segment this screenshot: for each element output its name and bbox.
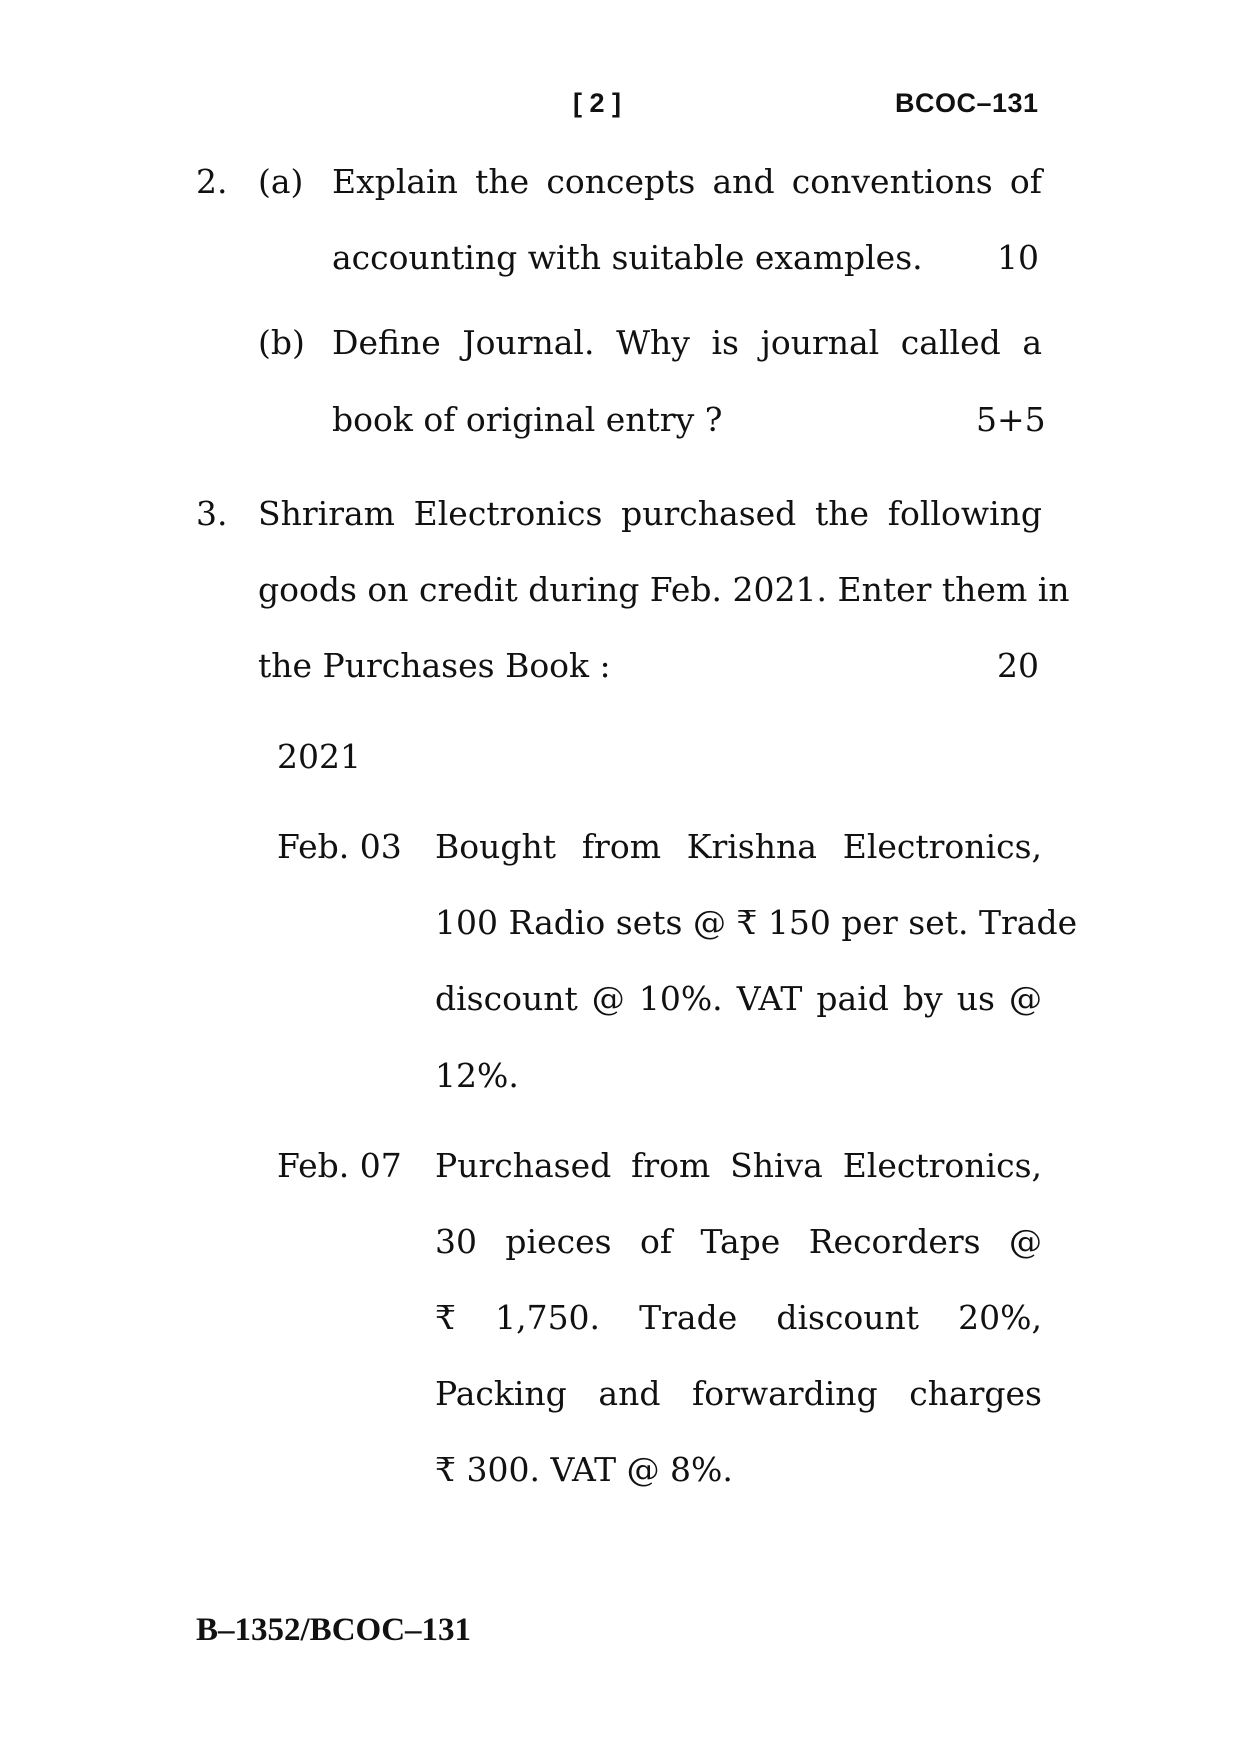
question-2b-label: (b) [258, 323, 305, 362]
question-2a-marks: 10 [997, 238, 1039, 277]
question-3-line-1: Shriram Electronics purchased the following [258, 494, 1042, 533]
entry-2-date: Feb. 07 [277, 1146, 402, 1185]
question-2b-line-1: Define Journal. Why is journal called a [332, 323, 1042, 362]
question-3-line-3: the Purchases Book : [258, 646, 611, 685]
course-code: BCOC–131 [895, 88, 1039, 118]
entry-1-line-3: discount @ 10%. VAT paid by us @ [435, 979, 1042, 1018]
question-3-number: 3. [196, 494, 228, 533]
footer-code: B–1352/BCOC–131 [196, 1612, 472, 1648]
entry-1-line-2: 100 Radio sets @ ₹ 150 per set. Trade [435, 903, 1078, 942]
question-2b-line-2: book of original entry ? [332, 400, 723, 439]
question-2a-line-2: accounting with suitable examples. [332, 238, 923, 277]
year-heading: 2021 [277, 737, 361, 776]
question-3-marks: 20 [997, 646, 1039, 685]
question-2a-label: (a) [258, 162, 304, 201]
question-2b-marks: 5+5 [976, 400, 1046, 439]
question-2-number: 2. [196, 162, 228, 201]
entry-2-line-2: 30 pieces of Tape Recorders @ [435, 1222, 1042, 1261]
entry-2-line-1: Purchased from Shiva Electronics, [435, 1146, 1042, 1185]
question-3-line-2: goods on credit during Feb. 2021. Enter them in [258, 570, 1070, 609]
entry-2-line-5: ₹ 300. VAT @ 8%. [435, 1450, 733, 1489]
page-number: [ 2 ] [573, 88, 622, 118]
entry-2-line-3: ₹ 1,750. Trade discount 20%, [435, 1298, 1042, 1337]
entry-1-line-4: 12%. [435, 1056, 519, 1095]
question-2a-line-1: Explain the concepts and conventions of [332, 162, 1042, 201]
entry-1-line-1: Bought from Krishna Electronics, [435, 827, 1042, 866]
entry-2-line-4: Packing and forwarding charges [435, 1374, 1042, 1413]
entry-1-date: Feb. 03 [277, 827, 402, 866]
